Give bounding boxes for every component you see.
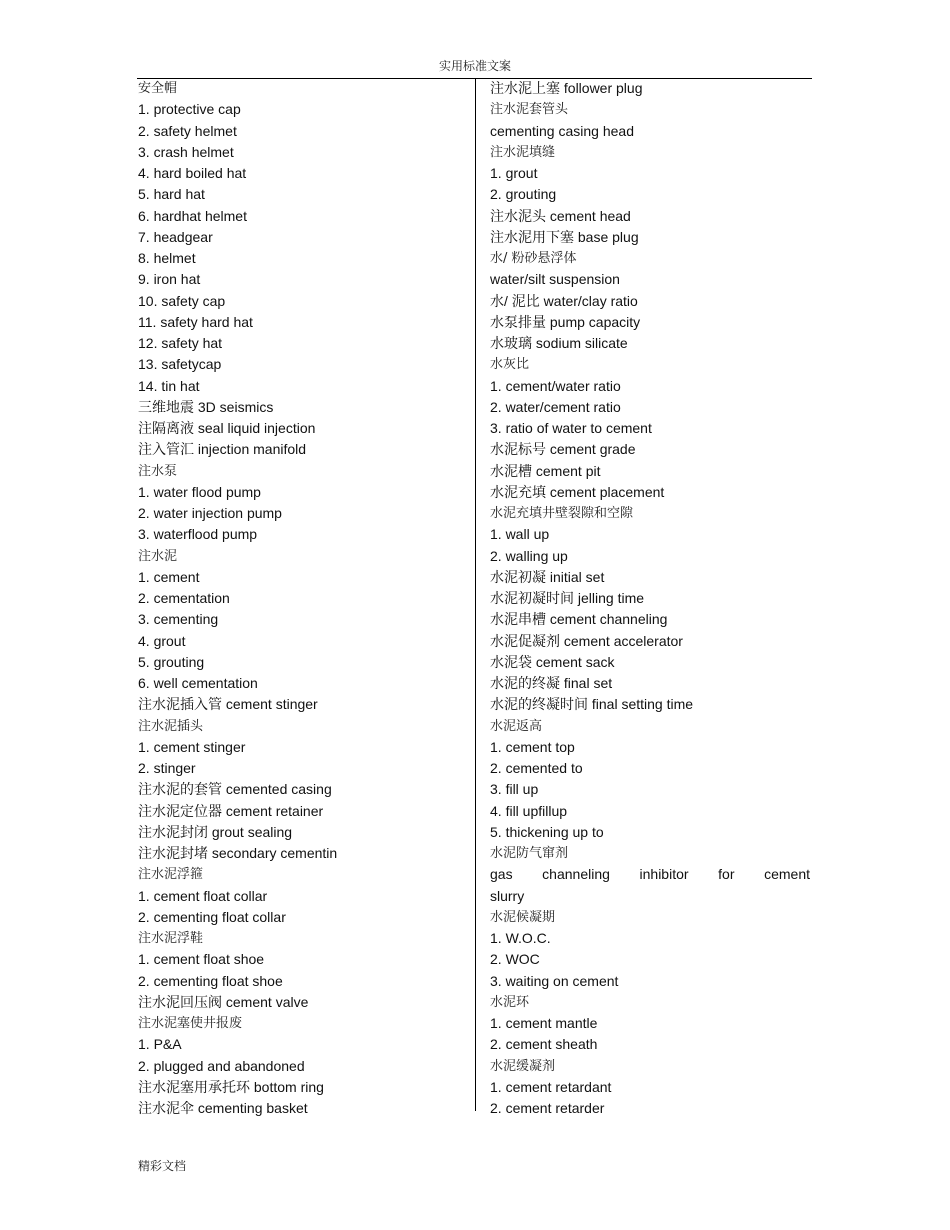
term-line: 注隔离液 seal liquid injection (138, 420, 316, 436)
term-line: 12. safety hat (138, 335, 223, 351)
term-line: 注水泥套管头 (490, 102, 569, 118)
term-line: 2. WOC (490, 951, 540, 968)
term-line: 1. cement/water ratio (490, 377, 621, 394)
term-line: 2. cementation (138, 590, 230, 606)
term-line: slurry (490, 887, 525, 904)
term-line: 2. water/cement ratio (490, 398, 621, 415)
term-line: 8. helmet (138, 250, 196, 266)
term-line: 水灰比 (490, 357, 530, 373)
term-line: 1. cement mantle (490, 1015, 598, 1031)
term-line: 2. water injection pump (138, 505, 282, 521)
term-line: 注水泥塞用承托环 bottom ring (138, 1078, 324, 1095)
term-line: 三维地震 3D seismics (138, 398, 274, 415)
term-line: 水泥候凝期 (490, 909, 556, 925)
term-line: 14. tin hat (138, 377, 200, 394)
term-line: 2. cemented to (490, 760, 583, 776)
term-line: 水泥缓凝剂 (490, 1058, 556, 1074)
term-line: 注水泥插入管 cement stinger (138, 696, 318, 713)
term-line: 5. grouting (138, 653, 205, 670)
term-line: 4. fill upfillup (490, 802, 568, 819)
term-line: 注水泥插头 (138, 718, 204, 734)
term-line: 水/ 泥比 water/clay ratio (490, 292, 638, 309)
term-line: cementing casing head (490, 122, 634, 139)
term-line: 2. cementing float collar (138, 908, 286, 925)
term-line: 3. waiting on cement (490, 972, 619, 989)
term-line: 1. W.O.C. (490, 930, 551, 946)
term-line: 水泥的终凝 final set (490, 675, 613, 691)
term-line: 水/ 粉砂悬浮体 (490, 251, 577, 266)
page-footer: 精彩文档 (138, 1159, 187, 1173)
term-line: 注水泥伞 cementing basket (138, 1100, 308, 1116)
column-divider (475, 78, 476, 1111)
term-line: 1. protective cap (138, 101, 241, 118)
term-line: 1. grout (490, 165, 538, 181)
term-line: 注水泥头 cement head (490, 207, 631, 224)
term-line: 3. crash helmet (138, 143, 234, 160)
term-line: 1. cement float shoe (138, 951, 265, 968)
term-line: 注水泥填缝 (490, 144, 556, 160)
term-line: 13. safetycap (138, 356, 222, 373)
term-line: 10. safety cap (138, 292, 226, 309)
term-line: 1. cement (138, 568, 200, 585)
term-line: 1. P&A (138, 1036, 182, 1053)
term-line: 6. well cementation (138, 675, 258, 691)
term-line: 水泥槽 cement pit (490, 462, 601, 479)
term-line: 6. hardhat helmet (138, 207, 247, 224)
term-line: 水玻璃 sodium silicate (490, 335, 628, 351)
term-line: 4. hard boiled hat (138, 165, 247, 181)
term-line: 注水泥塞使井报废 (138, 1016, 243, 1031)
term-line: 水泥环 (490, 994, 530, 1010)
term-line: 注水泥定位器 cement retainer (138, 802, 324, 819)
term-line: 水泥防气窜剂 (490, 846, 569, 861)
term-line: 5. thickening up to (490, 823, 604, 840)
term-line: water/silt suspension (490, 271, 620, 288)
term-line: 9. iron hat (138, 271, 201, 288)
term-line: 注水泥浮鞋 (138, 931, 204, 946)
term-line: 2. walling up (490, 547, 568, 564)
term-line: 2. cement retarder (490, 1100, 605, 1116)
term-line: 3. fill up (490, 781, 539, 798)
term-line: 7. headgear (138, 228, 213, 245)
term-line: 注入管汇 injection manifold (138, 441, 307, 458)
term-line: 水泥促凝剂 cement accelerator (490, 632, 683, 649)
term-line: 水泥的终凝时间 final setting time (490, 696, 694, 713)
term-line: 水泥串槽 cement channeling (490, 611, 668, 628)
term-line: 水泥初凝 initial set (490, 568, 605, 585)
page-header: 实用标准文案 (438, 59, 511, 73)
term-line: 4. grout (138, 632, 186, 649)
term-line: 水泥返高 (490, 718, 543, 734)
term-line: 注水泵 (138, 463, 178, 479)
term-line: 注水泥浮箍 (138, 867, 204, 883)
term-line: 水泥标号 cement grade (490, 441, 636, 458)
term-line: 11. safety hard hat (138, 313, 253, 330)
term-line: 1. cement float collar (138, 887, 268, 904)
term-line: 注水泥上塞 follower plug (490, 80, 643, 96)
term-line: 1. cement stinger (138, 738, 246, 755)
term-line: 1. water flood pump (138, 483, 261, 500)
term-line: 水泥充填 cement placement (490, 483, 665, 500)
right-column (490, 78, 810, 1119)
term-line: 1. wall up (490, 526, 550, 543)
term-line: 安全帽 (138, 81, 178, 96)
term-line: 注水泥回压阀 cement valve (138, 993, 309, 1010)
term-line: 2. safety helmet (138, 122, 237, 139)
term-line: 水泥初凝时间 jelling time (490, 590, 645, 606)
term-line: 注水泥 (138, 548, 178, 564)
term-line: 注水泥封堵 secondary cementin (138, 845, 338, 861)
term-line: 1. cement top (490, 738, 575, 755)
left-column (138, 78, 468, 1119)
term-line: 2. plugged and abandoned (138, 1057, 305, 1074)
term-line: 水泵排量 pump capacity (490, 313, 641, 330)
term-line: 2. stinger (138, 760, 196, 776)
term-line: 水泥袋 cement sack (490, 653, 615, 670)
term-line: 水泥充填井壁裂隙和空隙 (490, 506, 634, 521)
term-line: 2. grouting (490, 186, 557, 203)
term-line: 3. ratio of water to cement (490, 420, 652, 436)
term-line: 2. cement sheath (490, 1036, 598, 1053)
term-line: 3. waterflood pump (138, 526, 258, 543)
term-line: 1. cement retardant (490, 1078, 612, 1095)
term-line: gas channeling inhibitor for cement (490, 866, 810, 883)
term-line: 注水泥用下塞 base plug (490, 228, 639, 245)
term-line: 2. cementing float shoe (138, 972, 283, 989)
term-line: 注水泥的套管 cemented casing (138, 781, 332, 798)
term-line: 注水泥封闭 grout sealing (138, 823, 293, 840)
term-line: 3. cementing (138, 611, 219, 628)
term-line: 5. hard hat (138, 186, 205, 203)
